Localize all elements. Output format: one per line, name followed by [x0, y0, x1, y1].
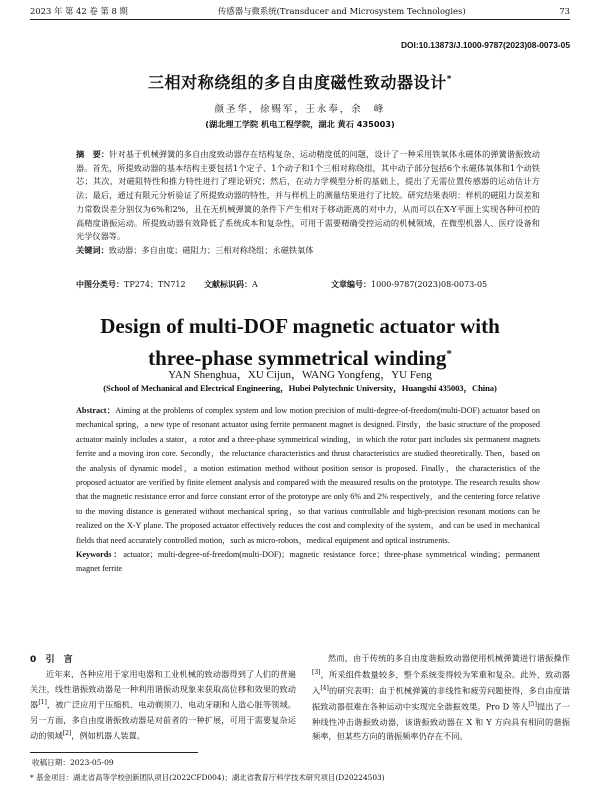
- title-english-mark: *: [446, 348, 452, 360]
- section-number: 0: [30, 655, 37, 665]
- section-title: 引 言: [45, 655, 73, 665]
- abstract-english: [76, 404, 540, 577]
- authors-chinese: 颜圣华，徐赐军，王永奉，余 峰: [214, 104, 386, 115]
- body-column-left: [30, 667, 296, 743]
- title-english-line2: three-phase symmetrical winding: [148, 346, 447, 370]
- abstract-chinese-label: 摘 要：: [76, 149, 110, 159]
- keywords-english: [76, 548, 540, 577]
- footnote-rule: [30, 752, 198, 753]
- abstract-chinese-body: [76, 148, 540, 244]
- right-text-4: 提出了一种线性冲击谐振致动器，该谐振致动器在 X 和 Y 方向具有相同的谐振频率，但某些方向的谐振频率仍存在不同。: [312, 701, 570, 742]
- title-chinese: [0, 70, 600, 93]
- doi: DOI:10.13873/J.1000-9787(2023)08-0073-05: [400, 40, 570, 50]
- article-number-value: 1000-9787(2023)08-0073-05: [371, 280, 488, 289]
- citation-5[interactable]: [5]: [528, 701, 537, 709]
- title-chinese-text: 三相对称绕组的多自由度磁性致动器设计: [147, 73, 447, 92]
- citation-1[interactable]: [1]: [38, 699, 47, 707]
- abstract-chinese-text: 针对基于机械弹簧的多自由度致动器存在结构复杂、运动精度低的问题，设计了一种采用铁氧体永磁体的弹簧谐振致动器。首先，所提致动器的基本结构主要包括1个定子、1个动子和1个三相对称绕组，其中动子部分包括6个永磁体氧体和1个动铁芯；其次，对磁阻特性和推力特性进行了理论研究；然后，在动力学模型分析的基础上，提出了无需位置传感器的运动估计方法；最后，通过有限元分析验证了所提致动器的特性，并与样机上的测量结果进行了比较。研究结果表明：样机的磁阻力误差和力常数误差分别仅为6%和2%，且在无机械弹簧的条件下产生相对于移动距离的对中力，从而可以在X-Y平面上实现各种可控的高精度谐振运动。所提致动器有效降低了系统成本和复杂性，可用于需要精确受控运动的机械领域，在微型机器人、医疗设备和光学仪器等。: [76, 149, 540, 242]
- abstract-english-label: Abstract：: [76, 406, 116, 415]
- left-text-1: 近年来，各种应用于家用电器和工业机械的致动器得到了人们的普遍关注，线性谐振致动器是一种利用谐振动现象来获取高位移和效果的致动器: [30, 669, 296, 710]
- header-rule: [30, 19, 570, 20]
- abstract-english-body: [76, 404, 540, 548]
- document-code-value: A: [252, 280, 258, 289]
- journal-name: 传感器与微系统(Transducer and Microsystem Technologies): [218, 6, 466, 16]
- keywords-chinese-label: 关键词：: [76, 244, 109, 255]
- abstract-english-text: Aiming at the problems of complex system and low motion precision of multi-degree-of-freedom(multi-DOF) actuator based on mechanical spring，a new type of resonant actuator using ferrite permanent magnet is designed. Firstly，the basic structure of the proposed actuator mainly includes a stator，a rotor and a three-phase symmetrical winding，in which the rotor part includes six permanent magnets ferrite and a moving iron core. Secondly，the reluctance characteristics and thrust characteristics are studied theoretically. Then，based on the analysis of dynamic model，a motion estimation method without position sensor is proposed. Finally，the characteristics of the proposed actuator are verified by finite element analysis and compared with the measured results on the prototype. The research results show that the magnetic resistance error and force constant error of the prototype are only 6% and 2% respectively，and the centering force relative to the moving distance is generated without mechanical spring，so that various controllable and high-precision resonant motions can be realized on the X-Y plane. The proposed actuator effectively reduces the cost and complexity of the system，and can be used in mechanical fields that need accurately controlled motion，such as micro-robots，medical equipment and optical instruments.: [76, 406, 540, 545]
- title-english: [0, 312, 600, 372]
- citation-3[interactable]: [3]: [312, 668, 321, 676]
- running-head: [30, 4, 570, 18]
- article-number: [331, 278, 487, 291]
- clc-value: TP274；TN712: [124, 280, 186, 289]
- clc-number: [76, 278, 186, 291]
- keywords-english-label: Keywords：: [76, 550, 124, 560]
- footnote-fund: * 基金项目：湖北省高等学校创新团队项目(2022CFD004)；湖北省教育厅科学技术研究项目(D20224503): [30, 773, 385, 782]
- title-chinese-mark: *: [446, 74, 453, 85]
- title-english-line1: Design of multi-DOF magnetic actuator with: [100, 314, 500, 338]
- document-code-label: 文献标识码：: [204, 280, 252, 289]
- authors-english: YAN Shenghua，XU Cijun，WANG Yongfeng，YU Feng: [168, 369, 432, 381]
- right-text-2: ，所采组件数量较多，整个系统变得较为笨重和复杂。此外，致动器入: [312, 669, 570, 696]
- body-column-right: [312, 651, 570, 744]
- footnote-received: 收稿日期：2023-05-09: [32, 758, 114, 767]
- page-number: 73: [559, 6, 570, 16]
- right-text-3: 的研究表明：由于机械弹簧的非线性和疲劳问题使得，多自由度谐振致动器很难在各种运动中实现完全谐振效果。Pro D 等人: [312, 685, 570, 712]
- right-text-1: 然而，由于传统的多自由度谐振致动器使用机械弹簧进行谐振操作: [328, 653, 570, 663]
- issue-info: 2023 年 第 42 卷 第 8 期: [30, 6, 128, 16]
- article-number-label: 文章编号：: [331, 280, 371, 289]
- clc-label: 中图分类号：: [76, 280, 124, 289]
- keywords-chinese: [76, 244, 540, 258]
- citation-2[interactable]: [2]: [62, 730, 72, 738]
- abstract-chinese: [76, 148, 540, 258]
- keywords-english-text: actuator；multi-degree-of-freedom(multi-DOF)；magnetic resistance force；three-phase symmetrical winding；permanent magnet ferrite: [76, 550, 540, 574]
- document-code: [204, 278, 258, 291]
- left-text-3: ，例如机器人装置。: [71, 730, 145, 741]
- keywords-chinese-text: 致动器；多自由度；磁阻力；三相对称绕组；永磁铁氧体: [108, 244, 314, 255]
- citation-4[interactable]: [4]: [320, 684, 329, 692]
- affiliation-chinese: (湖北理工学院 机电工程学院，湖北 黄石 435003): [205, 119, 395, 129]
- section-heading-introduction: [30, 652, 73, 665]
- affiliation-english: (School of Mechanical and Electrical Engineering，Hubei Polytechnic University，Huangshi 435003，China): [103, 383, 497, 393]
- left-text-2: ，被广泛应用于压缩机、电动剃须刀、电动牙刷和人造心脏等领域。另一方面，多自由度谐振致动器是对前者的一种扩展，可用于需要复杂运动的领域: [30, 699, 296, 741]
